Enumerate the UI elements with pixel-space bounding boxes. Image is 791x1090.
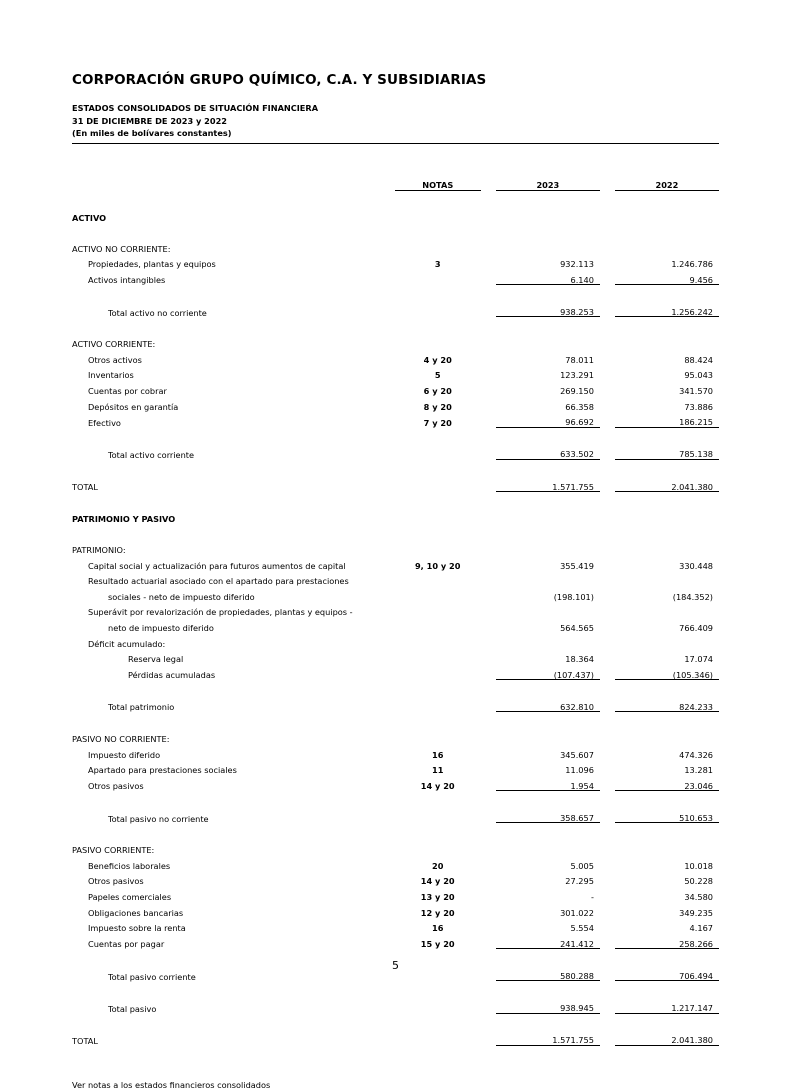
- row-label-cuentas-por-cobrar: Cuentas por cobrar: [88, 386, 167, 397]
- spacer-row: [72, 459, 719, 475]
- table-row: [72, 870, 719, 886]
- spacer-row: [72, 1013, 719, 1029]
- row-label-total-pasivo: Total pasivo: [108, 1003, 157, 1014]
- table-row-total: [72, 443, 719, 459]
- row-label-obligaciones-bancarias: Obligaciones bancarias: [88, 907, 184, 918]
- group-activo-corriente: [72, 333, 719, 349]
- row-notas-cuentas-por-pagar: 15 y 20: [420, 939, 455, 950]
- section-title-activo: ACTIVO: [72, 212, 107, 223]
- row-label-total-pasivo-no-corriente: Total pasivo no corriente: [108, 813, 209, 824]
- table-row: [72, 586, 719, 602]
- subtitle-period: 31 DE DICIEMBRE DE 2023 y 2022: [72, 115, 227, 126]
- row-2022-beneficios-laborales: 10.018: [684, 860, 713, 871]
- row-2022-total-activo: 2.041.380: [615, 475, 719, 491]
- row-2022-total-pasivo-corriente: 706.494: [615, 965, 719, 981]
- section-patrimonio-y-pasivo: [72, 508, 719, 524]
- row-label-total-activo: TOTAL: [72, 482, 98, 493]
- spacer-row: [72, 317, 719, 333]
- row-notas-propiedades: 3: [434, 259, 441, 270]
- row-label-inventarios: Inventarios: [88, 370, 134, 381]
- row-notas-cuentas-por-cobrar: 6 y 20: [423, 386, 452, 397]
- subtitle-statement-name: ESTADOS CONSOLIDADOS DE SITUACIÓN FINANCIERA: [72, 103, 319, 113]
- row-2023-reserva-legal: 18.364: [565, 654, 594, 665]
- section-activo: [72, 206, 719, 222]
- row-label-otros-pasivos-corriente: Otros pasivos: [88, 876, 144, 887]
- row-notas-inventarios: 5: [434, 370, 441, 381]
- table-row: [72, 570, 719, 586]
- page-title: CORPORACIÓN GRUPO QUÍMICO, C.A. Y SUBSIDIARIAS: [72, 72, 487, 88]
- page-number: 5: [392, 959, 399, 972]
- table-row: [72, 349, 719, 365]
- group-title-patrimonio: PATRIMONIO:: [72, 545, 126, 555]
- row-label-depositos-garantia: Depósitos en garantía: [88, 401, 179, 412]
- row-2022-impuesto-sobre-la-renta: 4.167: [689, 923, 713, 934]
- group-title-activo-corriente: ACTIVO CORRIENTE:: [72, 339, 156, 350]
- row-2022-resultado-actuarial: (184.352): [672, 591, 713, 602]
- table-row: [72, 269, 719, 285]
- row-2023-resultado-actuarial: (198.101): [553, 591, 594, 602]
- row-label-total-patrimonio: Total patrimonio: [108, 702, 175, 713]
- group-pasivo-no-corriente: [72, 728, 719, 744]
- row-2022-efectivo: 186.215: [615, 411, 719, 427]
- row-2022-total-pasivo: 1.217.147: [615, 997, 719, 1013]
- row-notas-efectivo: 7 y 20: [423, 417, 452, 428]
- row-2023-total-activo-corriente: 633.502: [496, 443, 600, 459]
- column-header-notas: NOTAS: [395, 174, 481, 190]
- row-label-beneficios-laborales: Beneficios laborales: [88, 860, 171, 871]
- row-2022-otros-pasivos-no-corriente: 23.046: [615, 775, 719, 791]
- row-2023-total-activo: 1.571.755: [496, 475, 600, 491]
- row-2023-superavit: 564.565: [560, 622, 594, 633]
- row-2022-perdidas-acumuladas: (105.346): [615, 664, 719, 680]
- table-row: [72, 617, 719, 633]
- row-2022-total-activo-corriente: 785.138: [615, 443, 719, 459]
- financial-statement-table: [72, 174, 719, 1046]
- group-title-activo-no-corriente: ACTIVO NO CORRIENTE:: [72, 243, 171, 254]
- spacer-row: [72, 222, 719, 238]
- spacer-row: [72, 823, 719, 839]
- row-2022-cuentas-por-cobrar: 341.570: [679, 386, 713, 397]
- row-label-total-activo-corriente: Total activo corriente: [108, 449, 195, 460]
- row-2022-impuesto-diferido: 474.326: [679, 749, 713, 760]
- spacer-row: [72, 523, 719, 539]
- table-row: [72, 632, 719, 648]
- row-2023-total-pasivo-no-corriente: 358.657: [496, 807, 600, 823]
- table-row-grand-total: [72, 1029, 719, 1045]
- row-2022-cuentas-por-pagar: 258.266: [615, 933, 719, 949]
- row-label-capital-social: Capital social y actualización para futuros aumentos de capital: [88, 560, 346, 571]
- group-title-pasivo-corriente: PASIVO CORRIENTE:: [72, 845, 155, 856]
- row-2023-propiedades: 932.113: [560, 259, 594, 270]
- section-title-patrimonio-y-pasivo: PATRIMONIO Y PASIVO: [72, 513, 176, 524]
- row-2022-capital-social: 330.448: [679, 560, 713, 571]
- header-blank: [72, 174, 395, 190]
- row-label-apartado-prestaciones: Apartado para prestaciones sociales: [88, 765, 237, 776]
- row-2022-otros-pasivos-corriente: 50.228: [684, 876, 713, 887]
- row-2023-cuentas-por-cobrar: 269.150: [560, 386, 594, 397]
- spacer-row: [72, 981, 719, 997]
- row-label-otros-activos: Otros activos: [88, 354, 142, 365]
- spacer-row: [72, 427, 719, 443]
- row-label-total-activo-no-corriente: Total activo no corriente: [108, 307, 207, 318]
- table-row: [72, 395, 719, 411]
- row-label-resultado-actuarial-line2: sociales - neto de impuesto diferido: [108, 591, 255, 602]
- row-2022-inventarios: 95.043: [684, 370, 713, 381]
- row-2022-total-pasivo-no-corriente: 510.653: [615, 807, 719, 823]
- row-2023-total-activo-no-corriente: 938.253: [496, 301, 600, 317]
- row-2023-total-pasivo-corriente: 580.288: [496, 965, 600, 981]
- table-row: [72, 648, 719, 664]
- row-label-cuentas-por-pagar: Cuentas por pagar: [88, 939, 165, 950]
- subtitle-units: (En miles de bolívares constantes): [72, 128, 232, 139]
- row-2022-total-patrimonio: 824.233: [615, 696, 719, 712]
- row-2022-reserva-legal: 17.074: [684, 654, 713, 665]
- table-row: [72, 933, 719, 949]
- row-label-propiedades: Propiedades, plantas y equipos: [88, 259, 216, 270]
- row-2022-superavit: 766.409: [679, 622, 713, 633]
- table-row: [72, 554, 719, 570]
- row-2023-otros-pasivos-corriente: 27.295: [565, 876, 594, 887]
- table-row-grand-total: [72, 475, 719, 491]
- group-pasivo-corriente: [72, 839, 719, 855]
- row-2023-beneficios-laborales: 5.005: [570, 860, 594, 871]
- spacer-row: [72, 190, 719, 206]
- spacer-row: [72, 491, 719, 507]
- row-label-intangibles: Activos intangibles: [88, 275, 166, 286]
- row-label-otros-pasivos-no-corriente: Otros pasivos: [88, 781, 144, 792]
- row-notas-capital-social: 9, 10 y 20: [414, 560, 461, 571]
- row-label-impuesto-sobre-la-renta: Impuesto sobre la renta: [88, 923, 186, 934]
- group-patrimonio: [72, 539, 719, 555]
- row-notas-beneficios-laborales: 20: [432, 860, 444, 871]
- row-label-impuesto-diferido: Impuesto diferido: [88, 749, 161, 760]
- table-row: [72, 901, 719, 917]
- row-2023-efectivo: 96.692: [496, 411, 600, 427]
- table-row: [72, 380, 719, 396]
- row-2022-total-activo-no-corriente: 1.256.242: [615, 301, 719, 317]
- row-label-total-final: TOTAL: [72, 1035, 98, 1046]
- table-row: [72, 253, 719, 269]
- row-label-reserva-legal: Reserva legal: [128, 654, 184, 665]
- column-header-2022: 2022: [615, 174, 719, 190]
- document-subtitle-block: [72, 102, 719, 144]
- row-2023-otros-activos: 78.011: [565, 354, 594, 365]
- row-label-resultado-actuarial-line1: Resultado actuarial asociado con el apartado para prestaciones: [88, 576, 349, 587]
- row-2022-papeles-comerciales: 34.580: [684, 892, 713, 903]
- row-2023-papeles-comerciales: -: [590, 892, 594, 903]
- table-row-total: [72, 696, 719, 712]
- column-header-2023: 2023: [496, 174, 600, 190]
- table-header-row: [72, 174, 719, 190]
- row-notas-impuesto-diferido: 16: [432, 749, 444, 760]
- row-2023-total-final: 1.571.755: [496, 1029, 600, 1045]
- row-2023-otros-pasivos-no-corriente: 1.954: [496, 775, 600, 791]
- table-row: [72, 743, 719, 759]
- group-activo-no-corriente: [72, 237, 719, 253]
- row-label-efectivo: Efectivo: [88, 417, 121, 428]
- row-notas-depositos-garantia: 8 y 20: [423, 401, 452, 412]
- table-row-total: [72, 997, 719, 1013]
- table-row-total: [72, 807, 719, 823]
- row-2022-obligaciones-bancarias: 349.235: [679, 907, 713, 918]
- row-label-deficit-acumulado: Déficit acumulado:: [88, 638, 166, 649]
- row-2023-obligaciones-bancarias: 301.022: [560, 907, 594, 918]
- row-notas-otros-pasivos-no-corriente: 14 y 20: [420, 781, 455, 792]
- row-2022-otros-activos: 88.424: [684, 354, 713, 365]
- row-label-perdidas-acumuladas: Pérdidas acumuladas: [128, 670, 216, 681]
- spacer-row: [72, 712, 719, 728]
- row-2023-total-pasivo: 938.945: [496, 997, 600, 1013]
- table-row: [72, 601, 719, 617]
- table-row: [72, 759, 719, 775]
- table-row: [72, 855, 719, 871]
- row-notas-apartado-prestaciones: 11: [432, 765, 444, 776]
- table-row: [72, 411, 719, 427]
- row-2023-total-patrimonio: 632.810: [496, 696, 600, 712]
- row-notas-papeles-comerciales: 13 y 20: [420, 892, 455, 903]
- row-2022-total-final: 2.041.380: [615, 1029, 719, 1045]
- table-row: [72, 364, 719, 380]
- row-2023-impuesto-diferido: 345.607: [560, 749, 594, 760]
- row-2023-capital-social: 355.419: [560, 560, 594, 571]
- row-2023-inventarios: 123.291: [560, 370, 594, 381]
- spacer-row: [72, 791, 719, 807]
- table-row: [72, 917, 719, 933]
- row-label-total-pasivo-corriente: Total pasivo corriente: [108, 971, 196, 982]
- row-2023-depositos-garantia: 66.358: [565, 401, 594, 412]
- table-row: [72, 775, 719, 791]
- row-label-superavit-line1: Superávit por revalorización de propiedades, plantas y equipos -: [88, 607, 353, 618]
- row-notas-intangibles: [395, 269, 481, 285]
- row-notas-otros-pasivos-corriente: 14 y 20: [420, 876, 455, 887]
- table-row: [72, 664, 719, 680]
- row-2023-perdidas-acumuladas: (107.437): [496, 664, 600, 680]
- row-2022-propiedades: 1.246.786: [671, 259, 713, 270]
- row-2023-impuesto-sobre-la-renta: 5.554: [570, 923, 594, 934]
- row-2023-intangibles: 6.140: [496, 269, 600, 285]
- row-2022-intangibles: 9.456: [615, 269, 719, 285]
- row-label-superavit-line2: neto de impuesto diferido: [108, 622, 214, 633]
- row-label-papeles-comerciales: Papeles comerciales: [88, 892, 172, 903]
- table-row-total: [72, 301, 719, 317]
- row-notas-otros-activos: 4 y 20: [423, 354, 452, 365]
- spacer-row: [72, 680, 719, 696]
- row-notas-obligaciones-bancarias: 12 y 20: [420, 907, 455, 918]
- row-2022-apartado-prestaciones: 13.281: [684, 765, 713, 776]
- spacer-row: [72, 285, 719, 301]
- table-row: [72, 886, 719, 902]
- row-2023-apartado-prestaciones: 11.096: [565, 765, 594, 776]
- row-2023-cuentas-por-pagar: 241.412: [496, 933, 600, 949]
- group-title-pasivo-no-corriente: PASIVO NO CORRIENTE:: [72, 734, 170, 745]
- header-divider: [72, 143, 719, 144]
- row-notas-impuesto-sobre-la-renta: 16: [432, 923, 444, 934]
- row-2022-depositos-garantia: 73.886: [684, 401, 713, 412]
- footnote-text: Ver notas a los estados financieros consolidados: [72, 1079, 271, 1090]
